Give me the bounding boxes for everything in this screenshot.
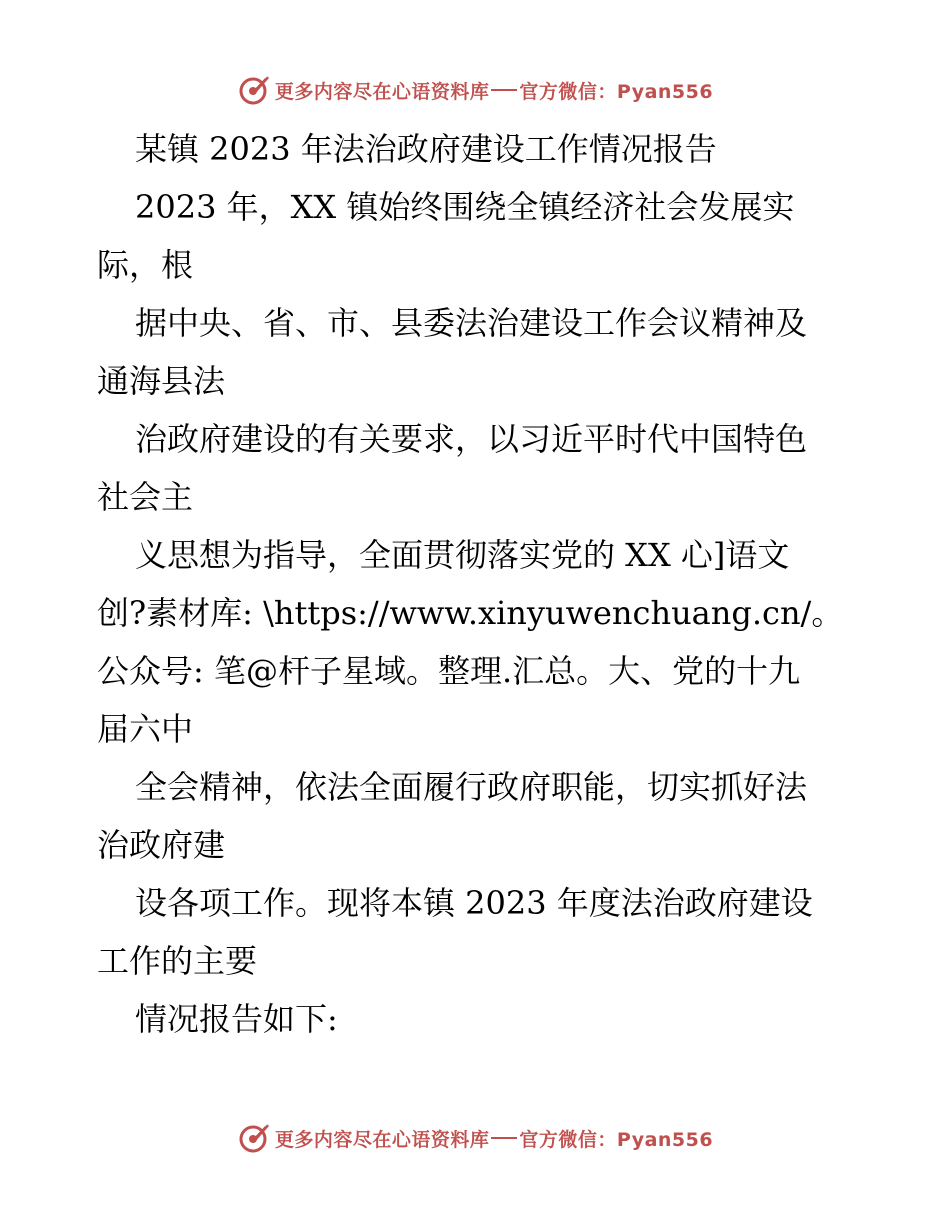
document-line: 创?素材库: \https://www.xinyuwenchuang.cn/。 [97, 594, 844, 632]
document-line: 情况报告如下: [135, 1000, 338, 1038]
document-line: 2023 年，XX 镇始终围绕全镇经济社会发展实 [135, 188, 795, 226]
banner-separator [491, 89, 517, 91]
document-line: 际，根 [97, 246, 194, 284]
banner-text-left: 更多内容尽在心语资料库 [274, 80, 490, 103]
quill-pen-logo-icon [237, 1121, 271, 1155]
quill-pen-logo-icon [237, 73, 271, 107]
document-line: 治政府建 [97, 826, 226, 864]
document-title: 某镇 2023 年法治政府建设工作情况报告 [135, 130, 717, 168]
header-banner-inner [237, 73, 713, 107]
header-banner [0, 70, 950, 110]
document-line: 社会主 [97, 478, 194, 516]
footer-banner-inner [237, 1121, 713, 1155]
banner-separator [491, 1137, 517, 1139]
document-line: 治政府建设的有关要求，以习近平时代中国特色 [135, 420, 808, 458]
document-line: 设各项工作。现将本镇 2023 年度法治政府建设 [135, 884, 813, 922]
footer-banner [0, 1118, 950, 1158]
banner-text-left: 更多内容尽在心语资料库 [274, 1128, 490, 1151]
document-line: 公众号: 笔@杆子星域。整理.汇总。大、党的十九 [97, 652, 801, 690]
document-line: 全会精神，依法全面履行政府职能，切实抓好法 [135, 768, 808, 806]
document-line: 义思想为指导，全面贯彻落实党的 XX 心]语文 [135, 536, 790, 574]
document-line: 通海县法 [97, 362, 226, 400]
document-line: 工作的主要 [97, 942, 258, 980]
document-line: 届六中 [97, 710, 194, 748]
banner-text-right: 官方微信：Pyan556 [519, 1128, 714, 1151]
banner-text-right: 官方微信：Pyan556 [519, 80, 714, 103]
document-body [97, 120, 857, 1048]
document-line: 据中央、省、市、县委法治建设工作会议精神及 [135, 304, 808, 342]
